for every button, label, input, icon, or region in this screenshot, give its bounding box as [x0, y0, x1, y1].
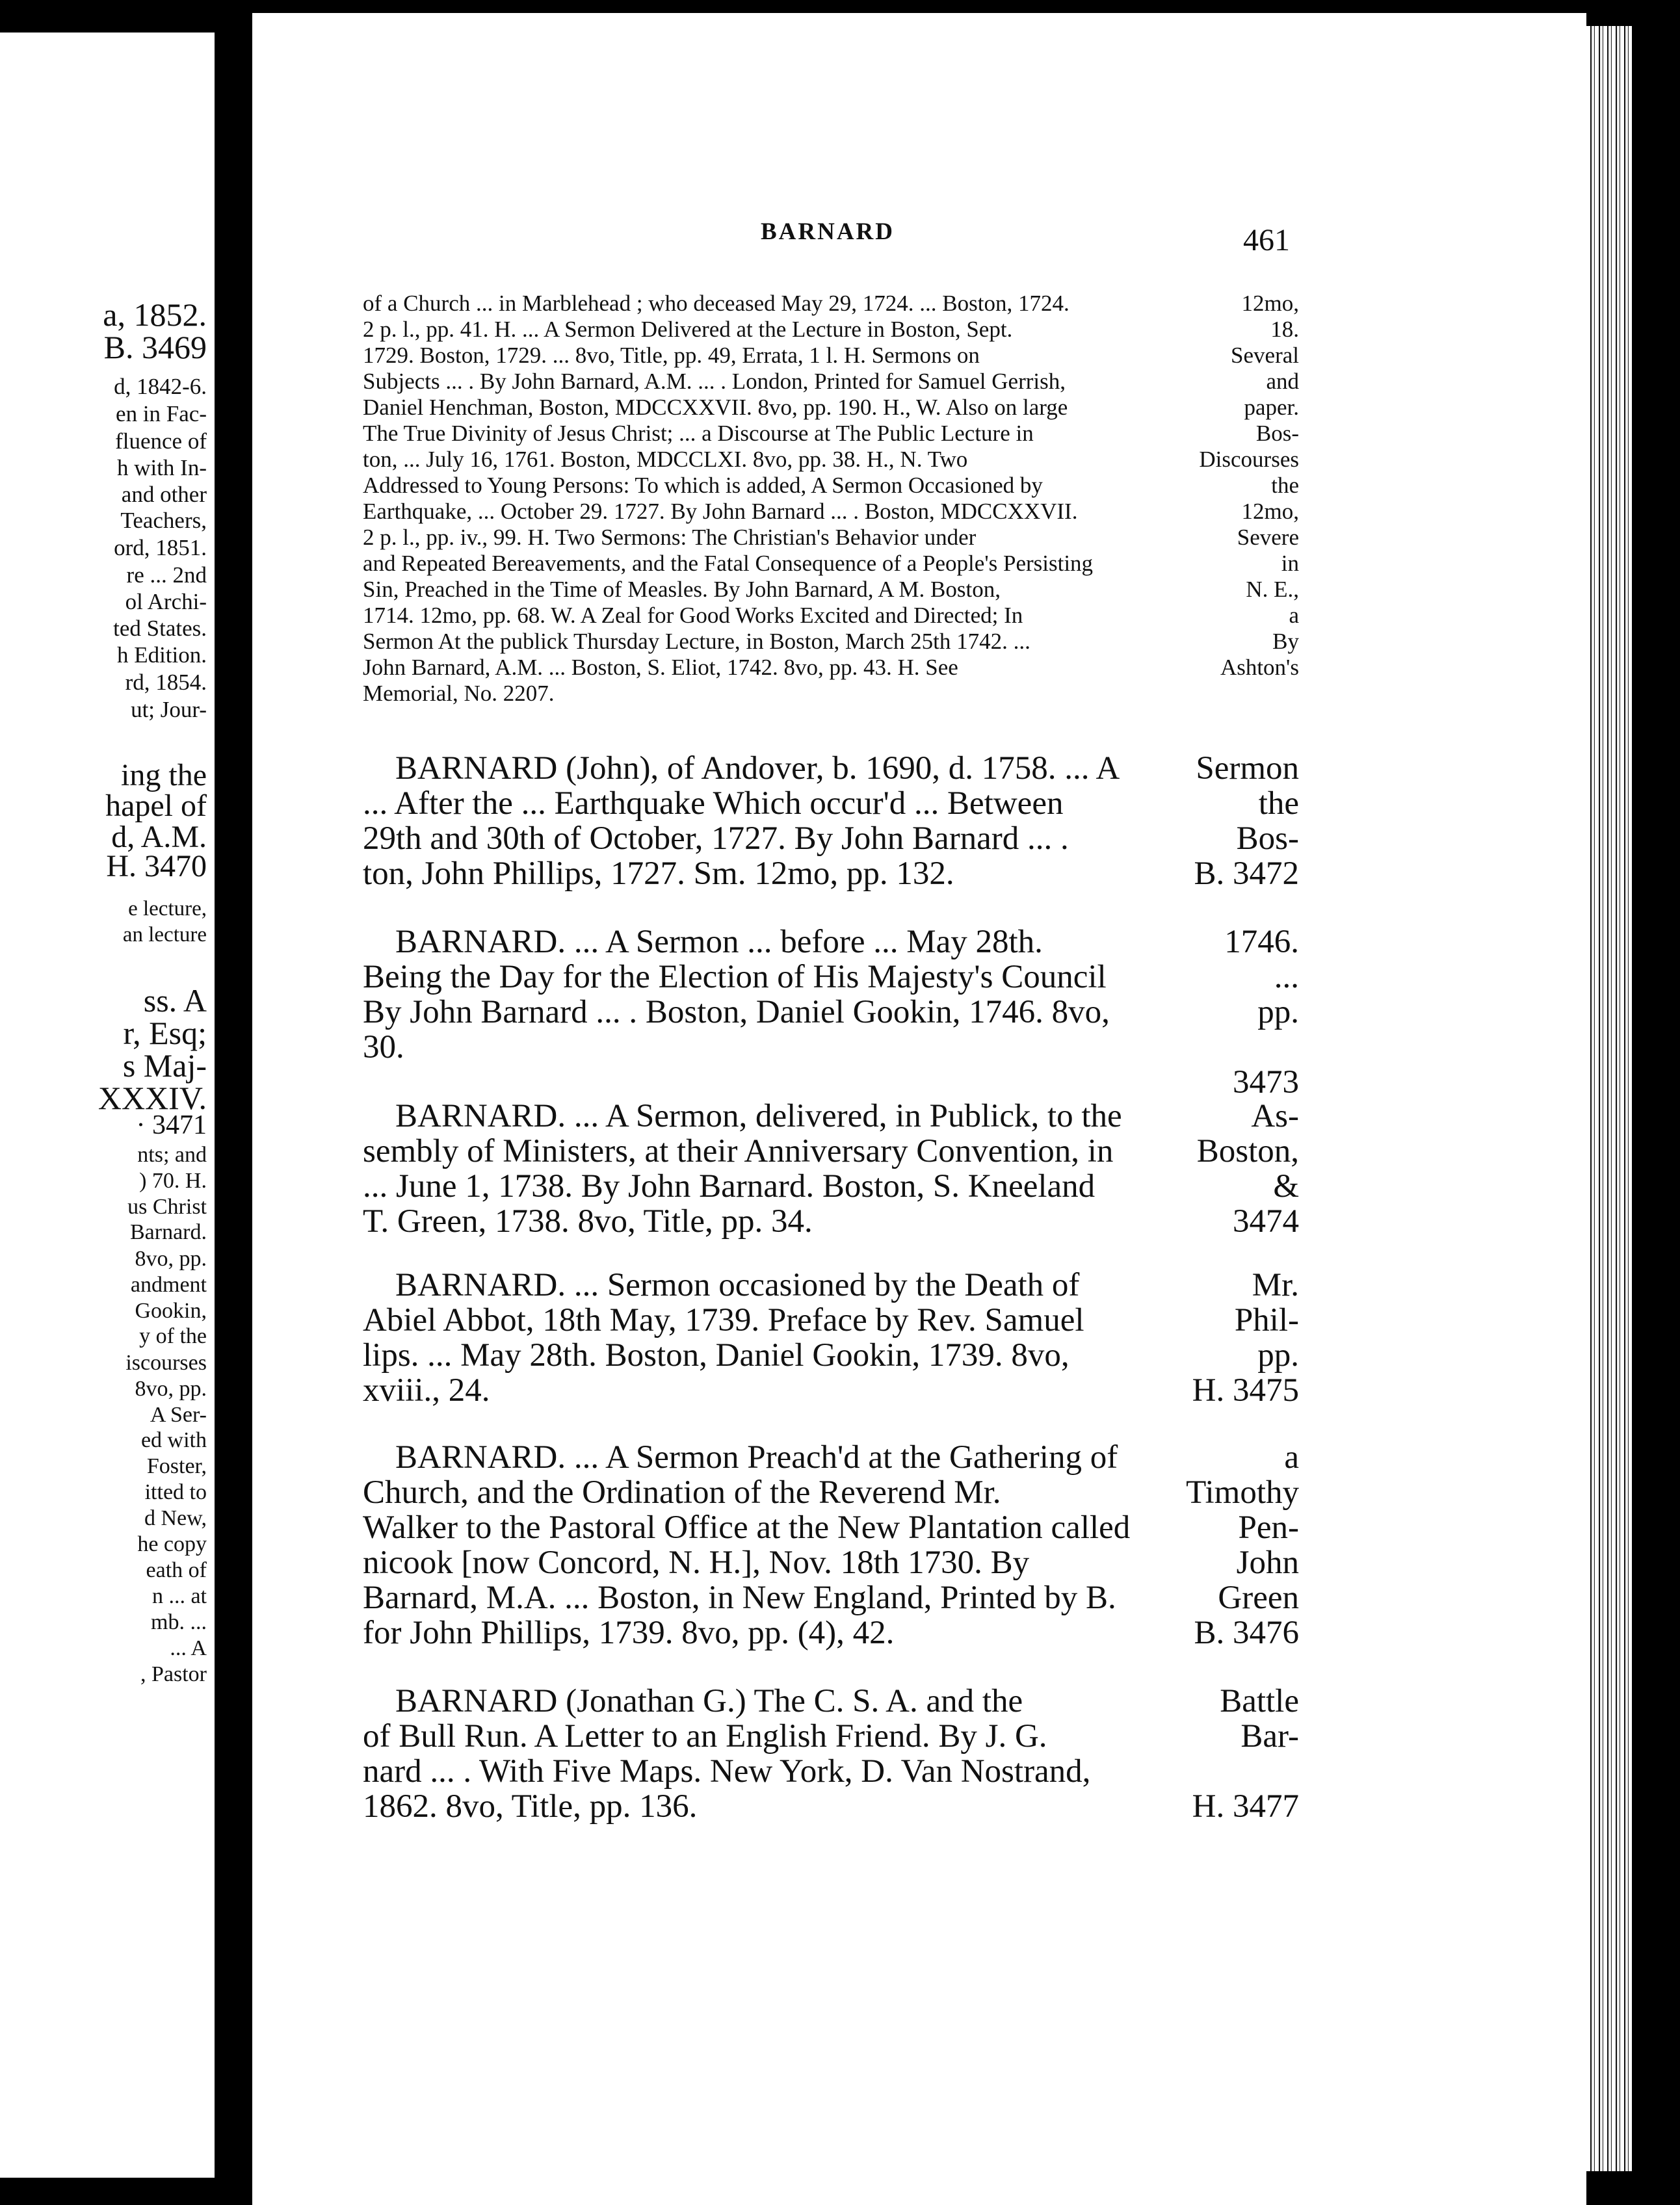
line-end: B. 3472 [1194, 855, 1299, 892]
line-text: Abiel Abbot, 18th May, 1739. Preface by Rev. Samuel [363, 1302, 1084, 1338]
bibliography-entry [363, 1268, 1299, 1408]
left-column-line: mb. ... [151, 1610, 207, 1634]
line-text: The True Divinity of Jesus Christ; ... a Discourse at The Public Lecture in [363, 421, 1034, 446]
line-end: By [1272, 629, 1299, 654]
line-end: and [1266, 369, 1299, 394]
left-column-line: ing the [121, 758, 207, 792]
left-column-line: ... A [170, 1636, 207, 1660]
text-line [363, 681, 1299, 707]
line-end: Phil- [1234, 1302, 1299, 1338]
left-column-line: ed with [140, 1428, 207, 1452]
bibliography-entry [363, 1099, 1299, 1239]
left-column-line: Gookin, [135, 1299, 207, 1323]
text-line [363, 343, 1299, 369]
text-line [363, 655, 1299, 681]
line-end: paper. [1244, 395, 1299, 420]
line-text: 2 p. l., pp. 41. H. ... A Sermon Delivered at the Lecture in Boston, Sept. [363, 317, 1013, 342]
line-text: Being the Day for the Election of His Majesty's Council [363, 959, 1107, 995]
line-end: Pen- [1238, 1509, 1299, 1546]
entry-line [363, 1099, 1299, 1134]
line-end: pp. [1257, 994, 1299, 1030]
line-text: lips. ... May 28th. Boston, Daniel Gookin, 1739. 8vo, [363, 1337, 1070, 1374]
line-text: Earthquake, ... October 29. 1727. By John Barnard ... . Boston, MDCCXXVII. [363, 499, 1078, 524]
left-column-line: d, 1842-6. [114, 374, 207, 399]
line-end: 12mo, [1241, 291, 1299, 316]
bibliography-entry [363, 1684, 1299, 1824]
line-text: sembly of Ministers, at their Anniversary Convention, in [363, 1133, 1114, 1169]
line-text: T. Green, 1738. 8vo, Title, pp. 34. [363, 1203, 813, 1240]
entry-line [363, 1754, 1299, 1789]
entry-line [363, 1204, 1299, 1239]
line-end: B. 3476 [1194, 1615, 1299, 1651]
line-end: Ashton's [1220, 655, 1299, 680]
left-column-line: · 3471 [136, 1110, 207, 1140]
left-column-line: eath of [146, 1558, 207, 1582]
line-text: Barnard, M.A. ... Boston, in New England, Printed by B. [363, 1580, 1116, 1616]
page-number: 461 [1243, 223, 1290, 257]
left-column-line: itted to [144, 1480, 207, 1504]
text-line [363, 473, 1299, 499]
page-edges [1586, 26, 1632, 2171]
left-column-line: nts; and [137, 1143, 207, 1167]
left-column-line: n ... at [151, 1584, 207, 1608]
line-end: John [1236, 1545, 1299, 1581]
left-column-line: e lecture, [128, 897, 207, 920]
line-end: Bos- [1236, 820, 1299, 857]
line-text: Walker to the Pastoral Office at the New Plantation called [363, 1509, 1131, 1546]
line-end: pp. [1257, 1337, 1299, 1374]
line-end: 18. [1270, 317, 1299, 342]
left-column-line: re ... 2nd [126, 562, 207, 588]
left-column-line: d New, [144, 1506, 207, 1530]
line-text: 1729. Boston, 1729. ... 8vo, Title, pp. 49, Errata, 1 l. H. Sermons on [363, 343, 980, 368]
line-text: BARNARD. ... Sermon occasioned by the Death of [395, 1267, 1080, 1303]
text-line [363, 421, 1299, 447]
line-text: BARNARD. ... A Sermon ... before ... May 28th. [395, 924, 1043, 960]
left-column-line: h Edition. [116, 642, 207, 668]
line-text: Daniel Henchman, Boston, MDCCXXVII. 8vo, pp. 190. H., W. Also on large [363, 395, 1068, 420]
line-text: Sermon At the publick Thursday Lecture, in Boston, March 25th 1742. ... [363, 629, 1030, 654]
bibliography-entry [363, 751, 1299, 891]
line-end: in [1281, 551, 1299, 576]
line-text: of Bull Run. A Letter to an English Friend. By J. G. [363, 1718, 1047, 1755]
line-text: nard ... . With Five Maps. New York, D. Van Nostrand, [363, 1753, 1091, 1790]
line-end: Several [1231, 343, 1299, 368]
left-column-line: fluence of [115, 428, 207, 454]
line-text: of a Church ... in Marblehead ; who deceased May 29, 1724. ... Boston, 1724. [363, 291, 1070, 316]
left-column-line: a, 1852. [103, 296, 207, 333]
text-line [363, 577, 1299, 603]
left-column-line: ) 70. H. [139, 1169, 207, 1193]
left-column-line: en in Fac- [116, 401, 207, 426]
entry-line [363, 751, 1299, 786]
line-end: a [1289, 603, 1299, 628]
entry-line [363, 1169, 1299, 1204]
entry-line [363, 786, 1299, 821]
entry-line [363, 1440, 1299, 1475]
entry-line [363, 1475, 1299, 1510]
left-column-line: ss. A [143, 982, 207, 1019]
left-column-line: Barnard. [129, 1220, 207, 1244]
left-column-line: Foster, [146, 1454, 207, 1478]
bibliography-entry [363, 1440, 1299, 1650]
left-column-line: ord, 1851. [114, 535, 207, 560]
line-text: Subjects ... . By John Barnard, A.M. ... . London, Printed for Samuel Gerrish, [363, 369, 1066, 394]
line-text: nicook [now Concord, N. H.], Nov. 18th 1730. By [363, 1545, 1030, 1581]
left-column-line: he copy [137, 1532, 207, 1556]
line-end: 3473 [1233, 1064, 1299, 1101]
line-text: ... After the ... Earthquake Which occur'd ... Between [363, 785, 1064, 822]
line-end: Battle [1220, 1683, 1299, 1719]
left-column-line: ol Archi- [125, 589, 207, 614]
left-column-line: ut; Jour- [131, 697, 207, 722]
line-end: As- [1251, 1098, 1299, 1134]
line-end: H. 3477 [1192, 1788, 1299, 1825]
line-text: and Repeated Bereavements, and the Fatal Consequence of a People's Persisting [363, 551, 1094, 576]
line-end: Mr. [1252, 1267, 1299, 1303]
line-end: Discourses [1199, 447, 1299, 472]
line-end: 3474 [1233, 1203, 1299, 1240]
line-text: Memorial, No. 2207. [363, 681, 555, 706]
line-end: a [1284, 1439, 1299, 1476]
line-end: Severe [1237, 525, 1299, 550]
entry-line [363, 1303, 1299, 1338]
line-text: BARNARD (Jonathan G.) The C. S. A. and the [395, 1683, 1023, 1719]
bibliography-entry [363, 924, 1299, 1100]
entry-line [363, 1134, 1299, 1169]
text-line [363, 551, 1299, 577]
line-text: ton, John Phillips, 1727. Sm. 12mo, pp. 132. [363, 855, 954, 892]
entry-line [363, 959, 1299, 995]
left-page-fragment [0, 33, 215, 2178]
line-text: Church, and the Ordination of the Reverend Mr. [363, 1474, 1001, 1511]
left-column-line: 8vo, pp. [135, 1377, 207, 1401]
entry-line [363, 856, 1299, 891]
line-end: the [1271, 473, 1299, 498]
left-column-line: y of the [139, 1324, 207, 1348]
text-line [363, 369, 1299, 395]
left-column-line: an lecture [122, 923, 207, 946]
left-column-line: and other [121, 482, 207, 507]
line-end: 1746. [1224, 924, 1299, 960]
line-end: Green [1218, 1580, 1299, 1616]
continuation-paragraph [363, 291, 1299, 707]
text-line [363, 291, 1299, 317]
entry-line [363, 1545, 1299, 1580]
entry-line [363, 1684, 1299, 1719]
left-column-line: hapel of [105, 789, 207, 823]
left-column-line: H. 3470 [106, 849, 207, 883]
line-end: ... [1274, 959, 1299, 995]
text-line [363, 525, 1299, 551]
line-text: for John Phillips, 1739. 8vo, pp. (4), 42. [363, 1615, 895, 1651]
line-text: 1714. 12mo, pp. 68. W. A Zeal for Good Works Excited and Directed; In [363, 603, 1023, 628]
left-column-line: andment [130, 1273, 207, 1297]
line-end: N. E., [1246, 577, 1299, 602]
left-column-line: s Maj- [122, 1047, 207, 1084]
left-column-line: r, Esq; [123, 1015, 207, 1051]
left-column-line: iscourses [125, 1351, 207, 1375]
entry-line [363, 1030, 1299, 1065]
entry-line [363, 1719, 1299, 1754]
line-end: Boston, [1196, 1133, 1299, 1169]
left-column-line: A Ser- [150, 1403, 207, 1427]
left-column-line: 8vo, pp. [135, 1247, 207, 1271]
text-line [363, 447, 1299, 473]
line-text: xviii., 24. [363, 1372, 490, 1409]
left-column-line: B. 3469 [103, 329, 207, 365]
left-column-line: h with In- [116, 455, 207, 480]
entry-line [363, 1789, 1299, 1824]
line-text: By John Barnard ... . Boston, Daniel Gookin, 1746. 8vo, [363, 994, 1110, 1030]
line-text: 29th and 30th of October, 1727. By John Barnard ... . [363, 820, 1069, 857]
running-head: BARNARD [761, 218, 895, 245]
line-text: John Barnard, A.M. ... Boston, S. Eliot, 1742. 8vo, pp. 43. H. See [363, 655, 958, 680]
left-column-line: , Pastor [140, 1662, 207, 1686]
entry-line [363, 1580, 1299, 1615]
line-end: Timothy [1186, 1474, 1299, 1511]
text-line [363, 603, 1299, 629]
entry-line [363, 1373, 1299, 1408]
entry-line [363, 924, 1299, 959]
line-text: Addressed to Young Persons: To which is added, A Sermon Occasioned by [363, 473, 1043, 498]
entry-line [363, 1065, 1299, 1100]
entry-line [363, 1510, 1299, 1545]
line-end: 12mo, [1241, 499, 1299, 524]
line-end: Bos- [1255, 421, 1299, 446]
line-end: Sermon [1196, 750, 1299, 787]
entry-line [363, 821, 1299, 856]
line-text: 2 p. l., pp. iv., 99. H. Two Sermons: The Christian's Behavior under [363, 525, 977, 550]
entry-line [363, 995, 1299, 1030]
text-line [363, 395, 1299, 421]
left-column-line: us Christ [127, 1195, 207, 1219]
line-end: H. 3475 [1192, 1372, 1299, 1409]
left-column-line: XXXIV. [98, 1080, 207, 1116]
line-text: Sin, Preached in the Time of Measles. By John Barnard, A M. Boston, [363, 577, 1001, 602]
text-line [363, 499, 1299, 525]
entry-line [363, 1615, 1299, 1650]
left-column-line: rd, 1854. [125, 670, 207, 695]
left-column-line: d, A.M. [111, 820, 207, 854]
line-text: ... June 1, 1738. By John Barnard. Boston, S. Kneeland [363, 1168, 1096, 1205]
text-line [363, 317, 1299, 343]
left-column-line: Teachers, [120, 508, 207, 533]
line-end: & [1273, 1168, 1299, 1205]
line-end: Bar- [1240, 1718, 1299, 1755]
line-end: the [1258, 785, 1299, 822]
left-column-line: ted States. [113, 616, 207, 641]
line-text: 1862. 8vo, Title, pp. 136. [363, 1788, 698, 1825]
entry-line [363, 1268, 1299, 1303]
text-line [363, 629, 1299, 655]
entry-line [363, 1338, 1299, 1373]
line-text: BARNARD. ... A Sermon Preach'd at the Gathering of [395, 1439, 1118, 1476]
line-text: ton, ... July 16, 1761. Boston, MDCCLXI. 8vo, pp. 38. H., N. Two [363, 447, 968, 472]
line-text: 30. [363, 1029, 404, 1065]
line-text: BARNARD. ... A Sermon, delivered, in Publick, to the [395, 1098, 1122, 1134]
line-text: BARNARD (John), of Andover, b. 1690, d. 1758. ... A [395, 750, 1120, 787]
